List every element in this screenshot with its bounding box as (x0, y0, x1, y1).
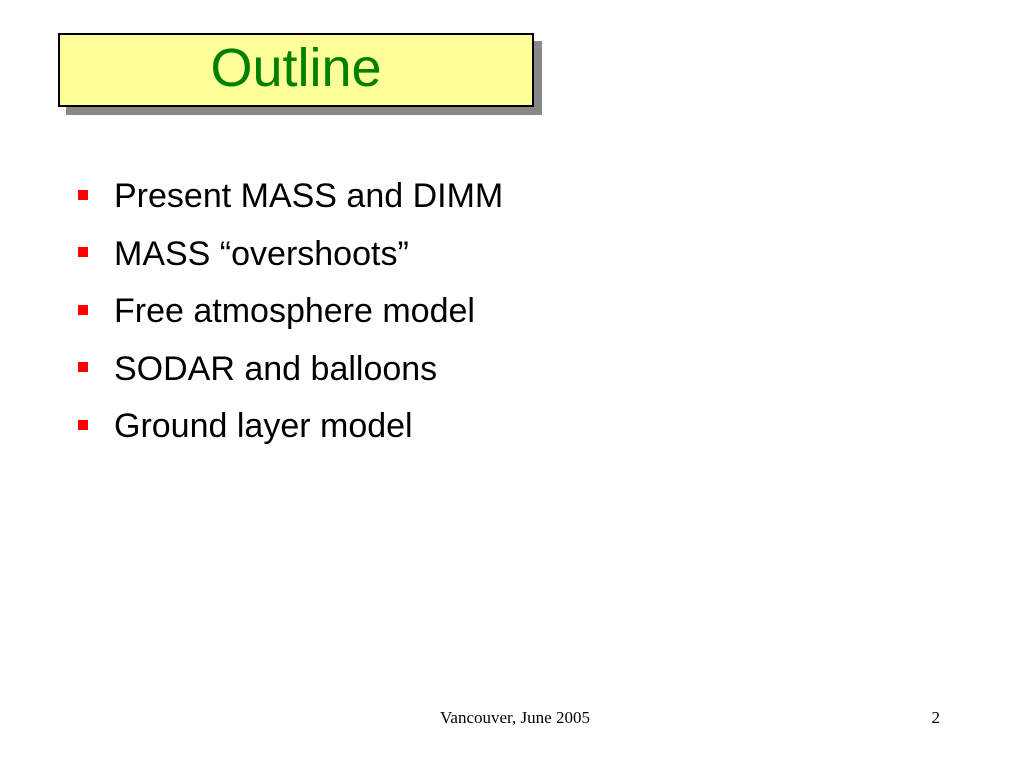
bullet-item (74, 168, 503, 226)
bullet-text: Present MASS and DIMM (114, 177, 504, 216)
bullet-text: MASS “overshoots” (114, 234, 409, 273)
bullet-text: Ground layer model (114, 407, 413, 446)
bullet-item (74, 283, 503, 341)
square-bullet-icon (78, 247, 88, 257)
bullet-text: Free atmosphere model (114, 292, 475, 331)
title-box (58, 33, 534, 107)
bullet-item (74, 398, 503, 456)
bullet-text: SODAR and balloons (114, 349, 438, 388)
square-bullet-icon (78, 305, 88, 315)
square-bullet-icon (78, 362, 88, 372)
slide-title: Outline (210, 38, 382, 98)
bullet-item (74, 226, 503, 284)
square-bullet-icon (78, 190, 88, 200)
square-bullet-icon (78, 420, 88, 430)
page-number: 2 (931, 708, 940, 727)
bullet-list (74, 168, 503, 456)
footer-text: Vancouver, June 2005 (440, 708, 590, 727)
bullet-item (74, 341, 503, 399)
